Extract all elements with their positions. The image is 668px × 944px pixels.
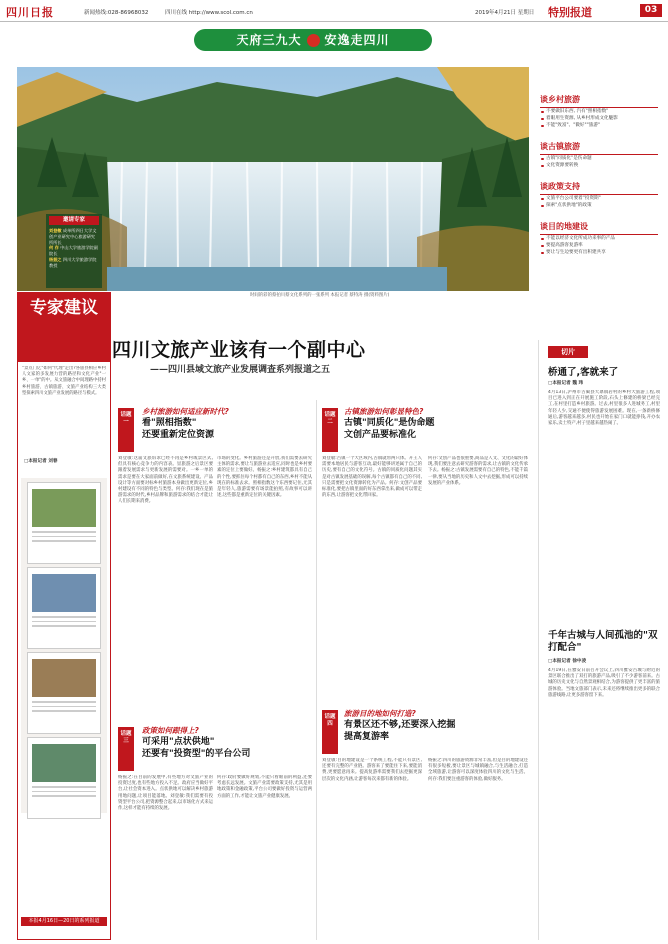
topic-question: 旅游目的地如何打造? xyxy=(344,709,416,718)
article-text: 杨振之:四川的旅游资源非常丰富,但是目的地建设还有很多短板,要让景区与城镇融合,与生活融合,打造全域旅游,让游客可以深度体验四川的文化与生活。何存:我们要注重游客的体验,做好服务。 xyxy=(428,758,528,782)
article-text: 刘登敏:古镇一个大区域内,古镇就带两只体。开王人需要本地居民与游客互动,最好能够讲述属于自己的历史,要有自己的文化符号。古镇的同质化问题其实是对古镇发展基础的误解,每个古镇都有自己的不同,只是需要把文化资源转化为产品。何存:文创产品要标准化,要把古镇里面的好东西拿出来,做成可以带走的东西,让游客把文化带回家。 xyxy=(322,456,422,499)
lead-intro: "景点门亿"如何"代理"走出?各旅县相应乡村人文家的多发展力营的路径和文化产业"一乡、一单"的中。从文旅融合中间理路中持村乡村旅游、古镇旅游、文旅产业结构三大类型探索四川文旅产业发展的路径与模式。 xyxy=(22,366,106,396)
expert-advice-box: 专家建议 xyxy=(17,292,111,362)
feature-title: 千年古城与人间孤池的"双打配合" xyxy=(548,630,658,653)
topic-answer-line: 还要有"投资型"的平台公司 xyxy=(142,749,251,759)
photo-caption: 时间的彩的蔡拍川蔡文化系列的一张系列 本报记者 蔡特涛 摄(资料图片) xyxy=(250,293,390,298)
intro-byline: □本报记者 刘春 xyxy=(24,459,58,464)
website-text: 四川在线 http://www.scol.com.cn xyxy=(165,10,253,16)
series-thumbnail xyxy=(27,737,101,819)
series-thumbnail xyxy=(27,482,101,564)
feature-tag: 切片 xyxy=(548,346,588,358)
expert-item: 刘登敏 成单所四日大学文创产业研究中心旅游研究所所长 xyxy=(49,228,97,245)
masthead xyxy=(0,0,668,22)
topic-tag: 话题三 xyxy=(118,727,134,771)
article-text: 何存:文创产品也很重要,商品是人文、文化的最好体现,我们要注意去研究游客的需求,让古镇的文化传承下去。杨振之:古镇发展需要有自己的特色,不能千篇一律,要从当地的历史和人文中去挖掘,形成可以持续发展的产业体系。 xyxy=(428,456,528,486)
article-text: 杨振之:在目前的发展中,有些地方对文旅产业的投资过度,也有些地方投入不足。政府应当做好平台,让社会资本进入。点状供地可以解决乡村旅游用地问题,让项目能落地。刘登敏:我们需要有投资型平台公司,把资源整合起来,以市场化方式来运作,这样才能有持续的发展。 xyxy=(118,775,213,812)
nav-section: 谈乡村旅游 不要做旧东西, 汽有"照相指数" 着眼用生资源, 从乡村形成文化魅影 不能"致富"、"微好""旅游" xyxy=(540,94,658,129)
nav-section: 谈目的地建设 不能以经济文化所成功来事的产品 要提高游客复游率 要让与生边要更有出积建共享 xyxy=(540,221,658,256)
article-text: 刘登敏:目的地建设是一个系统工程,不能只有景区,还要有完整的产业链。游客来了要能住下来,要能消费,更要愿意再来。提高复游率需要我们去挖掘更深层次的文化内涵,让游客每次来都有新的体验。 xyxy=(322,758,422,782)
topic-tag: 话题二 xyxy=(322,408,338,452)
expert-item: 杨振之 四川大学旅游学院教授 xyxy=(49,256,97,268)
news-hotline: 新闻热线:028-86968032 xyxy=(84,10,149,16)
feature-title: 桥通了,客就来了 xyxy=(548,367,619,378)
topic-question: 乡村旅游如何适应新时代? xyxy=(142,407,229,416)
topic-question: 政策如何跟得上? xyxy=(142,726,199,735)
banner-right-text: 安逸走四川 xyxy=(324,33,390,47)
topic-answer-line: 有景区还不够,还要深入挖掘 xyxy=(344,720,456,730)
topic-answer-line: 文创产品要标准化 xyxy=(344,430,417,440)
expert-item: 何 存 中山大学旅游学院副院长 xyxy=(49,245,98,257)
topic-answer-line: 古镇"同质化"是伪命题 xyxy=(344,418,435,428)
invited-experts-box xyxy=(46,214,102,288)
topic-tag: 话题四 xyxy=(322,710,338,754)
topic-answer-line: 看"照相指数" xyxy=(142,418,197,428)
article-text: 市场的变化。乡村旅游还是开放,我们需要去研究主体的需求,要让与旅游业去适应,同时也是乡村要素的定位上要做好。杨振之:乡村建筑都具有自己的个性,要抓住每个村都有自己的东西,乡村不能从现在的标准去求。照相指数这个东西要记住,尤其是年轻人,旅游需要有场景能拍照,有故事可以讲述,这些都是重新定位的关键因素。 xyxy=(217,456,312,499)
column-divider xyxy=(538,340,539,940)
topic-question: 古镇旅游如何彰显特色? xyxy=(344,407,424,416)
topic-answer-line: 还要重新定位资源 xyxy=(142,430,215,440)
series-thumbnail xyxy=(27,567,101,649)
column-divider xyxy=(316,400,317,940)
series-label: 本报4月16日—20日的系列报道 xyxy=(21,917,107,926)
topic-nav xyxy=(540,94,658,256)
article-text: 刘登敏:这届文旅诉求已经不再是乡村或景区式,但具有核心竞争力的内容表。显旅游之后景区要跟着发展需求与更新发展的需要对。一乡一单的需求是要在大家面前做好,在文旅系统建设、产品设计等方面要对标乡村旅游本身做出更新定位,乡村建设有不同的特色与类型。何存:我们现在是旅游需求的时代,乡村品牌和旅游需求的结合才能让人们长期来消费。 xyxy=(118,456,213,505)
topic-answer-line: 提高复游率 xyxy=(344,732,390,742)
banner-left-text: 天府三九大 xyxy=(236,33,302,47)
page-number: 03 xyxy=(640,4,662,17)
nav-section: 谈古镇旅游 古镇"同质化"是伤命题 文化资源要转换 xyxy=(540,141,658,169)
main-headline: 四川文旅产业该有一个副中心 xyxy=(112,339,366,361)
nav-section: 谈政策支持 文旅平台公司要着"投资期" 探索"点状供地"的政策 xyxy=(540,181,658,209)
article-text: 何存:政府要做好规划,不能只看眼前的利益,还要考虑长远发展。文旅产业需要政策支持,尤其是用地政策和金融政策,平台公司要做好投资与运营两方面的工作,才能让文旅产业健康发展。 xyxy=(217,775,312,799)
section-title: 特别报道 xyxy=(548,6,592,19)
campaign-banner xyxy=(194,29,432,51)
issue-date: 2019年4月21日 星期日 xyxy=(475,10,535,16)
topic-answer-line: 可采用"点状供地" xyxy=(142,737,215,747)
feature-text: 4月13日,泸州市古蔺县大寨镇岩村的乡村大旅游工程,项目已进入到正在开展施工阶段,石头上修建的桥梁已经完工,在村里打造乡村旅游。过去,村里很多人进城务工,村里年轻人少,交通不便使得旅游发展困难。现在,一条新桥修通后,游客越来越多,村民也开始在家门口就能挣钱,开办农家乐,卖土特产,村子里越来越热闹了。 xyxy=(548,390,660,427)
series-thumbnail xyxy=(27,652,101,734)
feature-byline: □本报记者 魏 玮 xyxy=(548,381,584,386)
feature-text: 4月19日,在雅安日前召开会议上,四川雅安古城与附近的景区联合推出了双打的旅游产品,吸引了不少游客前来。古城的历史文化与自然景观相结合,为游客提供了更丰富的旅游体验。当地文旅部门表示,未来还将继续推出更多的联合旅游线路,让更多游客留下来。 xyxy=(548,668,660,698)
topic-tag: 话题一 xyxy=(118,408,134,452)
sub-headline: ——四川县域文旅产业发展调查系列报道之五 xyxy=(150,365,331,375)
series-thumbnails xyxy=(21,478,107,813)
feature-byline: □本报记者 徐中凌 xyxy=(548,659,587,664)
newspaper-logo: 四川日报 xyxy=(6,6,54,19)
banner-emblem-icon xyxy=(307,34,320,47)
experts-heading: 邀请专家 xyxy=(49,216,99,225)
